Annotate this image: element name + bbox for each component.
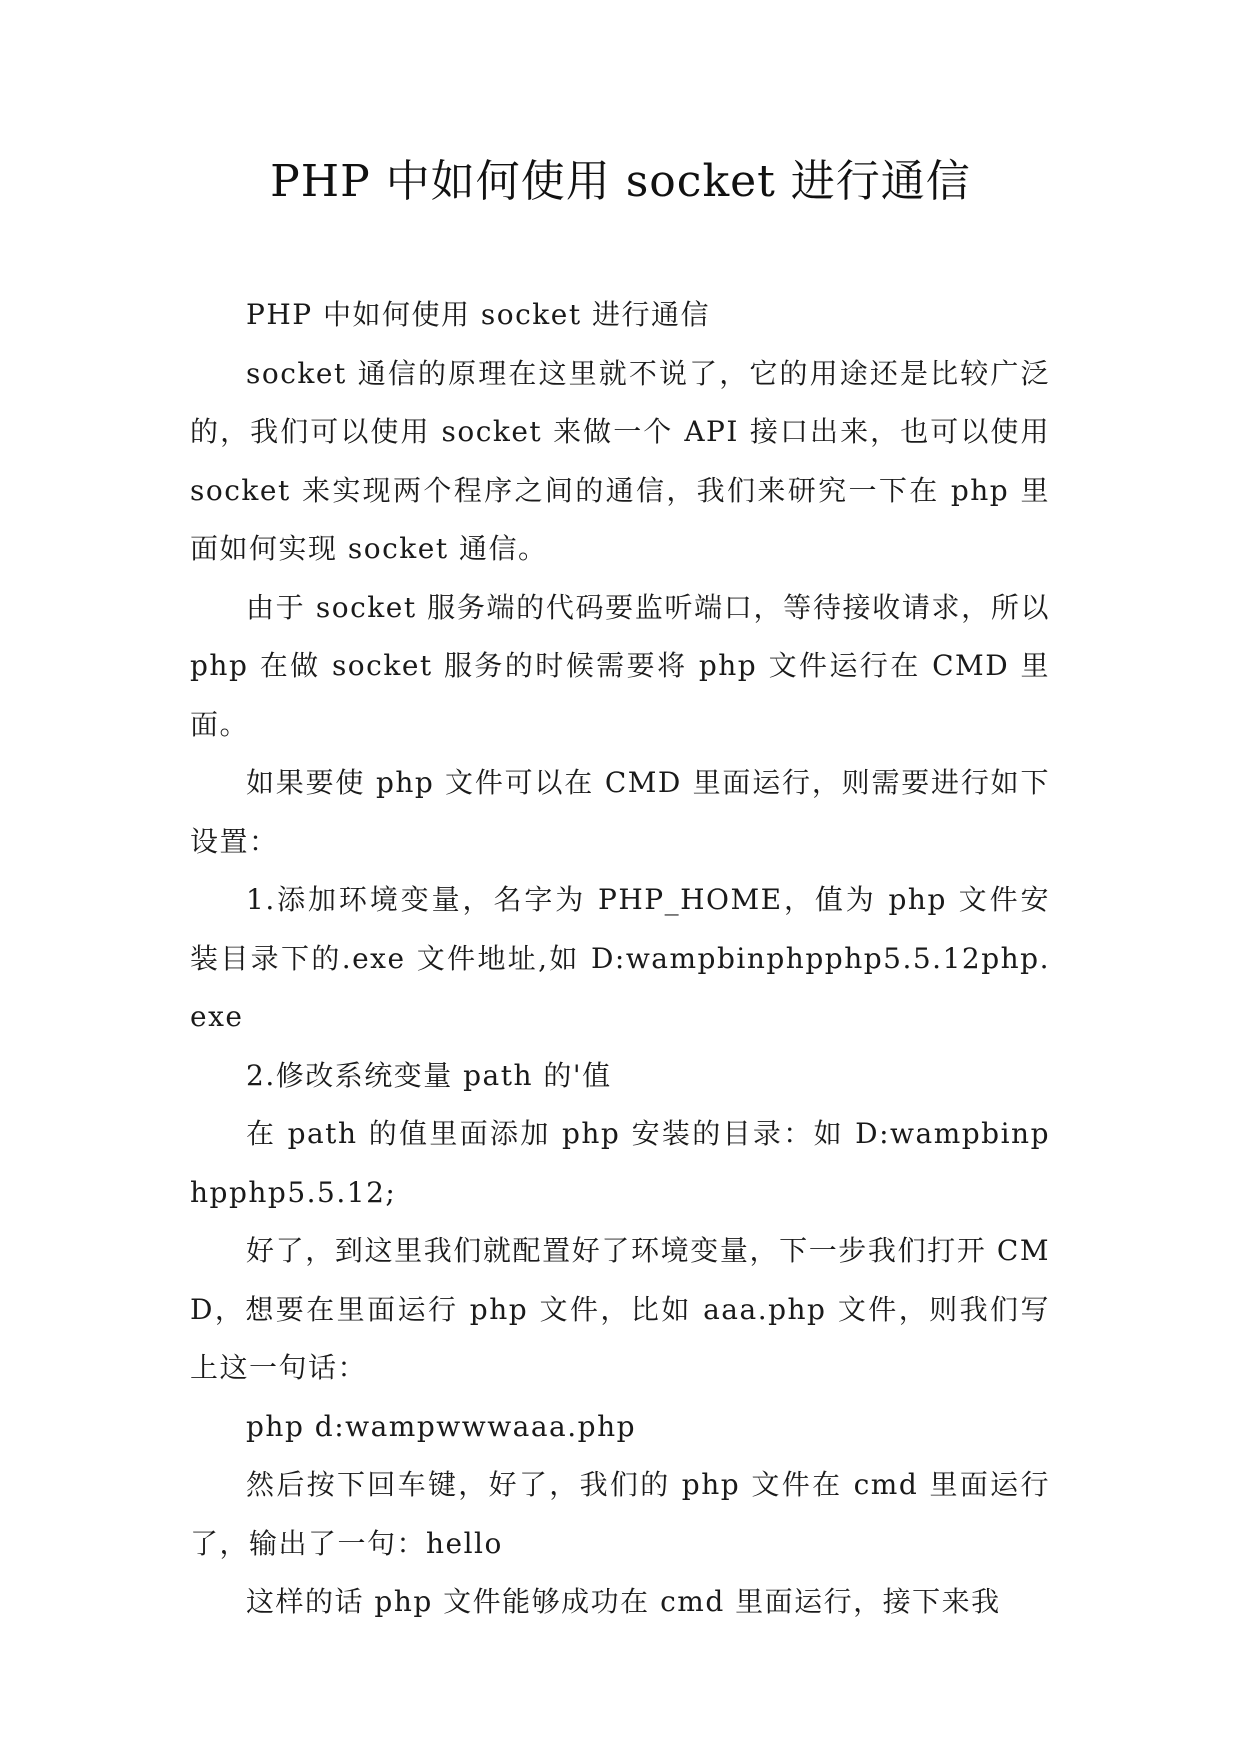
document-body [190, 286, 1050, 1632]
paragraph-command: php d:wampwwwaaa.php [246, 1409, 637, 1443]
paragraph-step-2: 2.修改系统变量 path 的'值 [246, 1058, 612, 1092]
paragraph-step-1: 1.添加环境变量，名字为 PHP_HOME，值为 php 文件安装目录下的.exe 文件地址,如 D:wampbinphpphp5.5.12php.exe [190, 883, 1050, 1033]
paragraph-path-value: 在 path 的值里面添加 php 安装的目录：如 D:wampbinphpphp5.5.12; [190, 1117, 1050, 1209]
paragraph-intro: socket 通信的原理在这里就不说了，它的用途还是比较广泛的，我们可以使用 socket 来做一个 API 接口出来，也可以使用 socket 来实现两个程序之间的通信，我们来研究一下在 php 里面如何实现 socket 通信。 [190, 356, 1050, 565]
paragraph-output: 然后按下回车键，好了，我们的 php 文件在 cmd 里面运行了，输出了一句：hello [190, 1468, 1050, 1560]
paragraph-next: 这样的话 php 文件能够成功在 cmd 里面运行，接下来我 [246, 1585, 1001, 1618]
paragraph-heading: PHP 中如何使用 socket 进行通信 [246, 298, 710, 331]
paragraph-server-cmd: 由于 socket 服务端的代码要监听端口，等待接收请求，所以 php 在做 socket 服务的时候需要将 php 文件运行在 CMD 里面。 [190, 590, 1050, 741]
paragraph-setup: 如果要使 php 文件可以在 CMD 里面运行，则需要进行如下设置： [190, 766, 1050, 858]
page-title: PHP 中如何使用 socket 进行通信 [270, 156, 971, 207]
paragraph-open-cmd: 好了，到这里我们就配置好了环境变量，下一步我们打开 CMD，想要在里面运行 php 文件，比如 aaa.php 文件，则我们写上这一句话： [190, 1234, 1050, 1384]
